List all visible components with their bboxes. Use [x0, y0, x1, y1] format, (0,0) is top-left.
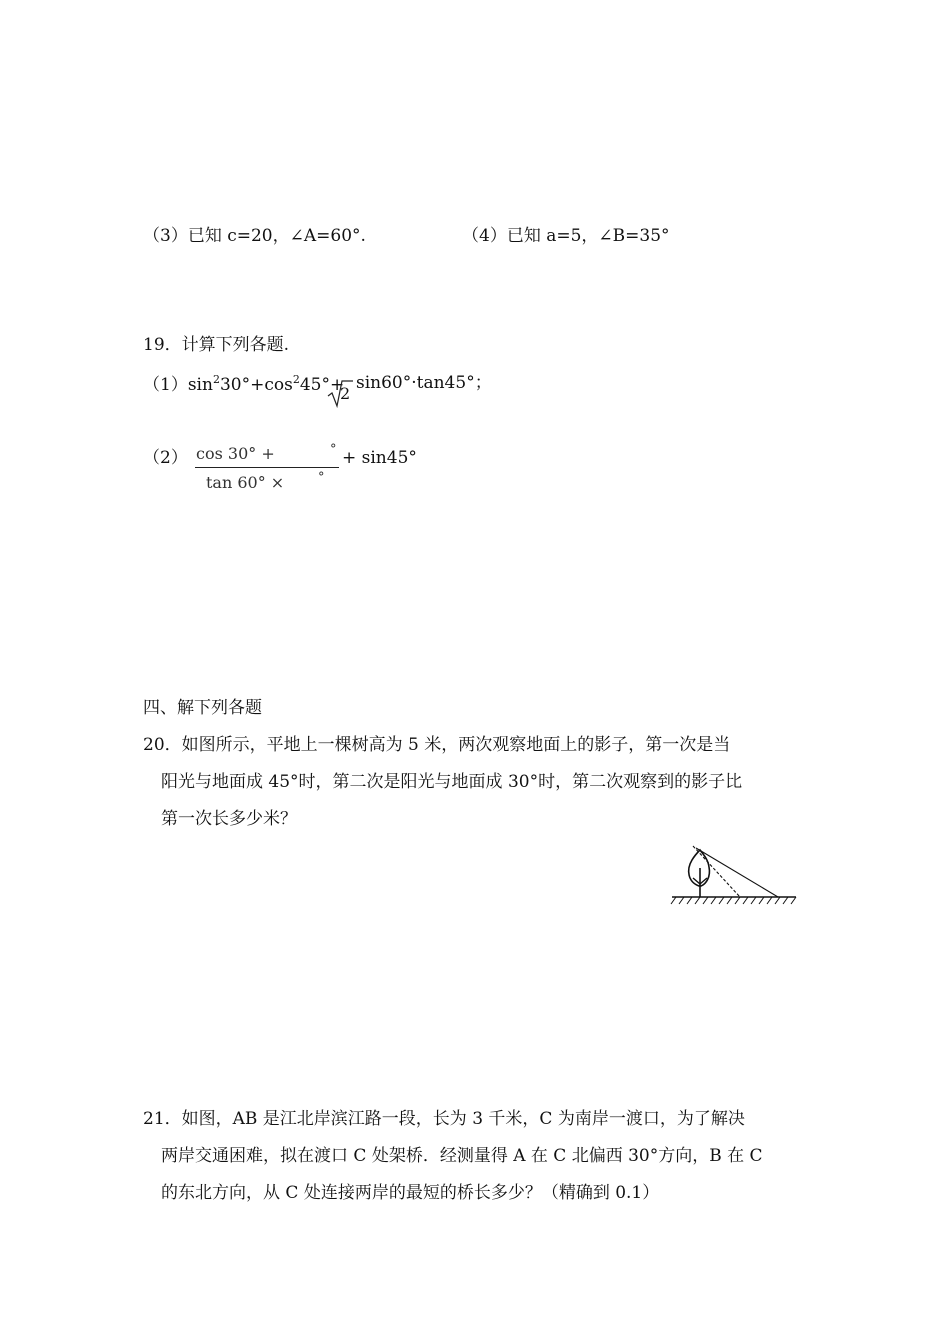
- sun-ray-30: [696, 848, 778, 897]
- tree-icon: [689, 850, 710, 897]
- q19-part1-a: 30°+cos: [219, 375, 293, 395]
- q21-line2: 两岸交通困难，拟在渡口 C 处架桥．经测量得 A 在 C 北偏西 30°方向，B 在 C: [161, 1146, 763, 1166]
- q19-part1-b: 45°+: [299, 375, 345, 395]
- q19-part2-den-left: tan 60° ×: [206, 473, 285, 492]
- q20-line1: 20．如图所示，平地上一棵树高为 5 米，两次观察地面上的影子，第一次是当: [143, 735, 731, 755]
- q19-part1-sin: sin: [187, 375, 213, 395]
- q19-part2-label: （2）: [143, 448, 188, 468]
- q19-part1-label: （1）: [143, 375, 188, 395]
- q19-part2-num-right: °: [330, 442, 337, 457]
- q18-part4: （4）已知 a=5，∠B=35°: [462, 226, 670, 246]
- q19-part2-num-left: cos 30° +: [196, 444, 275, 463]
- q20-line3: 第一次长多少米？: [161, 809, 297, 829]
- q21-line1: 21．如图，AB 是江北岸滨江路一段，长为 3 千米，C 为南岸一渡口，为了解决: [143, 1109, 745, 1129]
- ground-hatching: [671, 897, 796, 904]
- q19-part1-sup1: 2: [212, 373, 220, 386]
- tree-shadow-figure: [668, 842, 802, 908]
- q20-line2: 阳光与地面成 45°时，第二次是阳光与地面成 30°时，第二次观察到的影子比: [161, 772, 743, 792]
- fraction-bar: [195, 467, 339, 468]
- section4-heading: 四、解下列各题: [143, 698, 262, 718]
- q19-title: 19．计算下列各题.: [143, 335, 290, 355]
- q19-part2-tail: + sin45°: [342, 448, 417, 468]
- q21-line3: 的东北方向，从 C 处连接两岸的最短的桥长多少？（精确到 0.1）: [161, 1183, 660, 1203]
- q19-part1: [143, 373, 344, 395]
- q19-part1-radicand: 2: [340, 384, 351, 403]
- q19-part2-den-right: °: [318, 470, 325, 485]
- q19-part1-c: sin60°·tan45°；: [356, 373, 492, 393]
- q18-part3: （3）已知 c=20，∠A=60°.: [143, 226, 366, 246]
- q19-part1-sup2: 2: [292, 373, 300, 386]
